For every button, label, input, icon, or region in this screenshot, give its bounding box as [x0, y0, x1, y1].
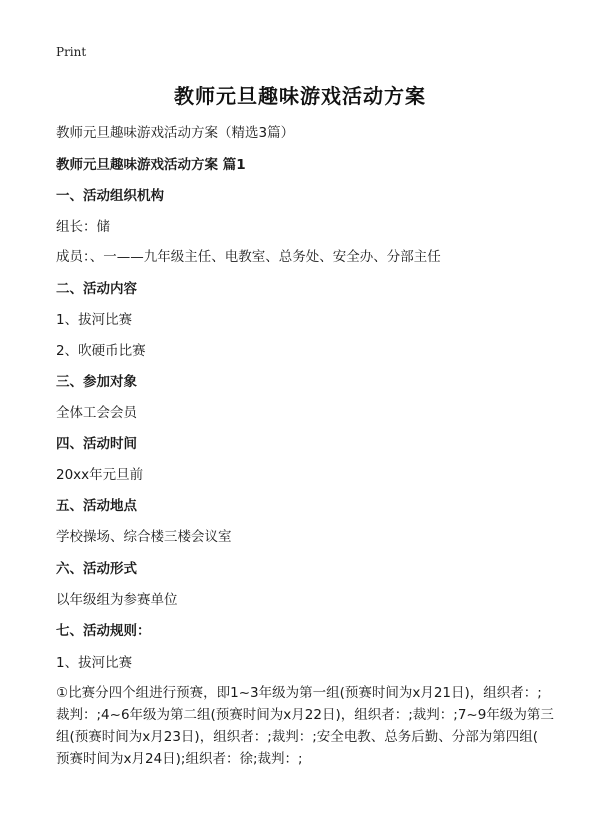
- paragraph-line: 裁判：;4~6年级为第二组(预赛时间为x月22日)，组织者：;裁判：;7~9年级为第三: [56, 707, 554, 723]
- paragraph-line: ①比赛分四个组进行预赛，即1~3年级为第一组(预赛时间为x月21日)，组织者：;: [56, 685, 542, 701]
- heading-activity-location: 五、活动地点: [56, 498, 137, 514]
- rules-paragraph: [56, 682, 554, 770]
- line-time-value: 20xx年元旦前: [56, 467, 144, 483]
- heading-activity-form: 六、活动形式: [56, 561, 137, 577]
- line-group-leader: 组长：储: [56, 219, 110, 235]
- line-rule-tug-of-war: 1、拔河比赛: [56, 655, 133, 671]
- line-tug-of-war: 1、拔河比赛: [56, 312, 133, 328]
- line-all-members: 全体工会会员: [56, 405, 137, 421]
- line-subtitle: 教师元旦趣味游戏活动方案（精选3篇）: [56, 125, 295, 141]
- heading-activity-content: 二、活动内容: [56, 281, 137, 297]
- document-title: 教师元旦趣味游戏活动方案: [174, 84, 426, 108]
- line-section-heading-article-1: 教师元旦趣味游戏活动方案 篇1: [56, 157, 246, 173]
- paragraph-line: 组(预赛时间为x月23日)，组织者：;裁判：;安全电教、总务后勤、分部为第四组(: [56, 729, 539, 745]
- line-form-value: 以年级组为参赛单位: [56, 592, 178, 608]
- paragraph-line: 预赛时间为x月24日);组织者：徐;裁判：;: [56, 751, 303, 767]
- print-label[interactable]: Print: [56, 45, 87, 59]
- heading-activity-time: 四、活动时间: [56, 436, 137, 452]
- heading-organization: 一、活动组织机构: [56, 188, 164, 204]
- line-location-value: 学校操场、综合楼三楼会议室: [56, 529, 232, 545]
- heading-participants: 三、参加对象: [56, 374, 137, 390]
- heading-activity-rules: 七、活动规则：: [56, 623, 151, 639]
- line-coin-blowing: 2、吹硬币比赛: [56, 343, 146, 359]
- line-members: 成员：、一——九年级主任、电教室、总务处、安全办、分部主任: [56, 249, 441, 265]
